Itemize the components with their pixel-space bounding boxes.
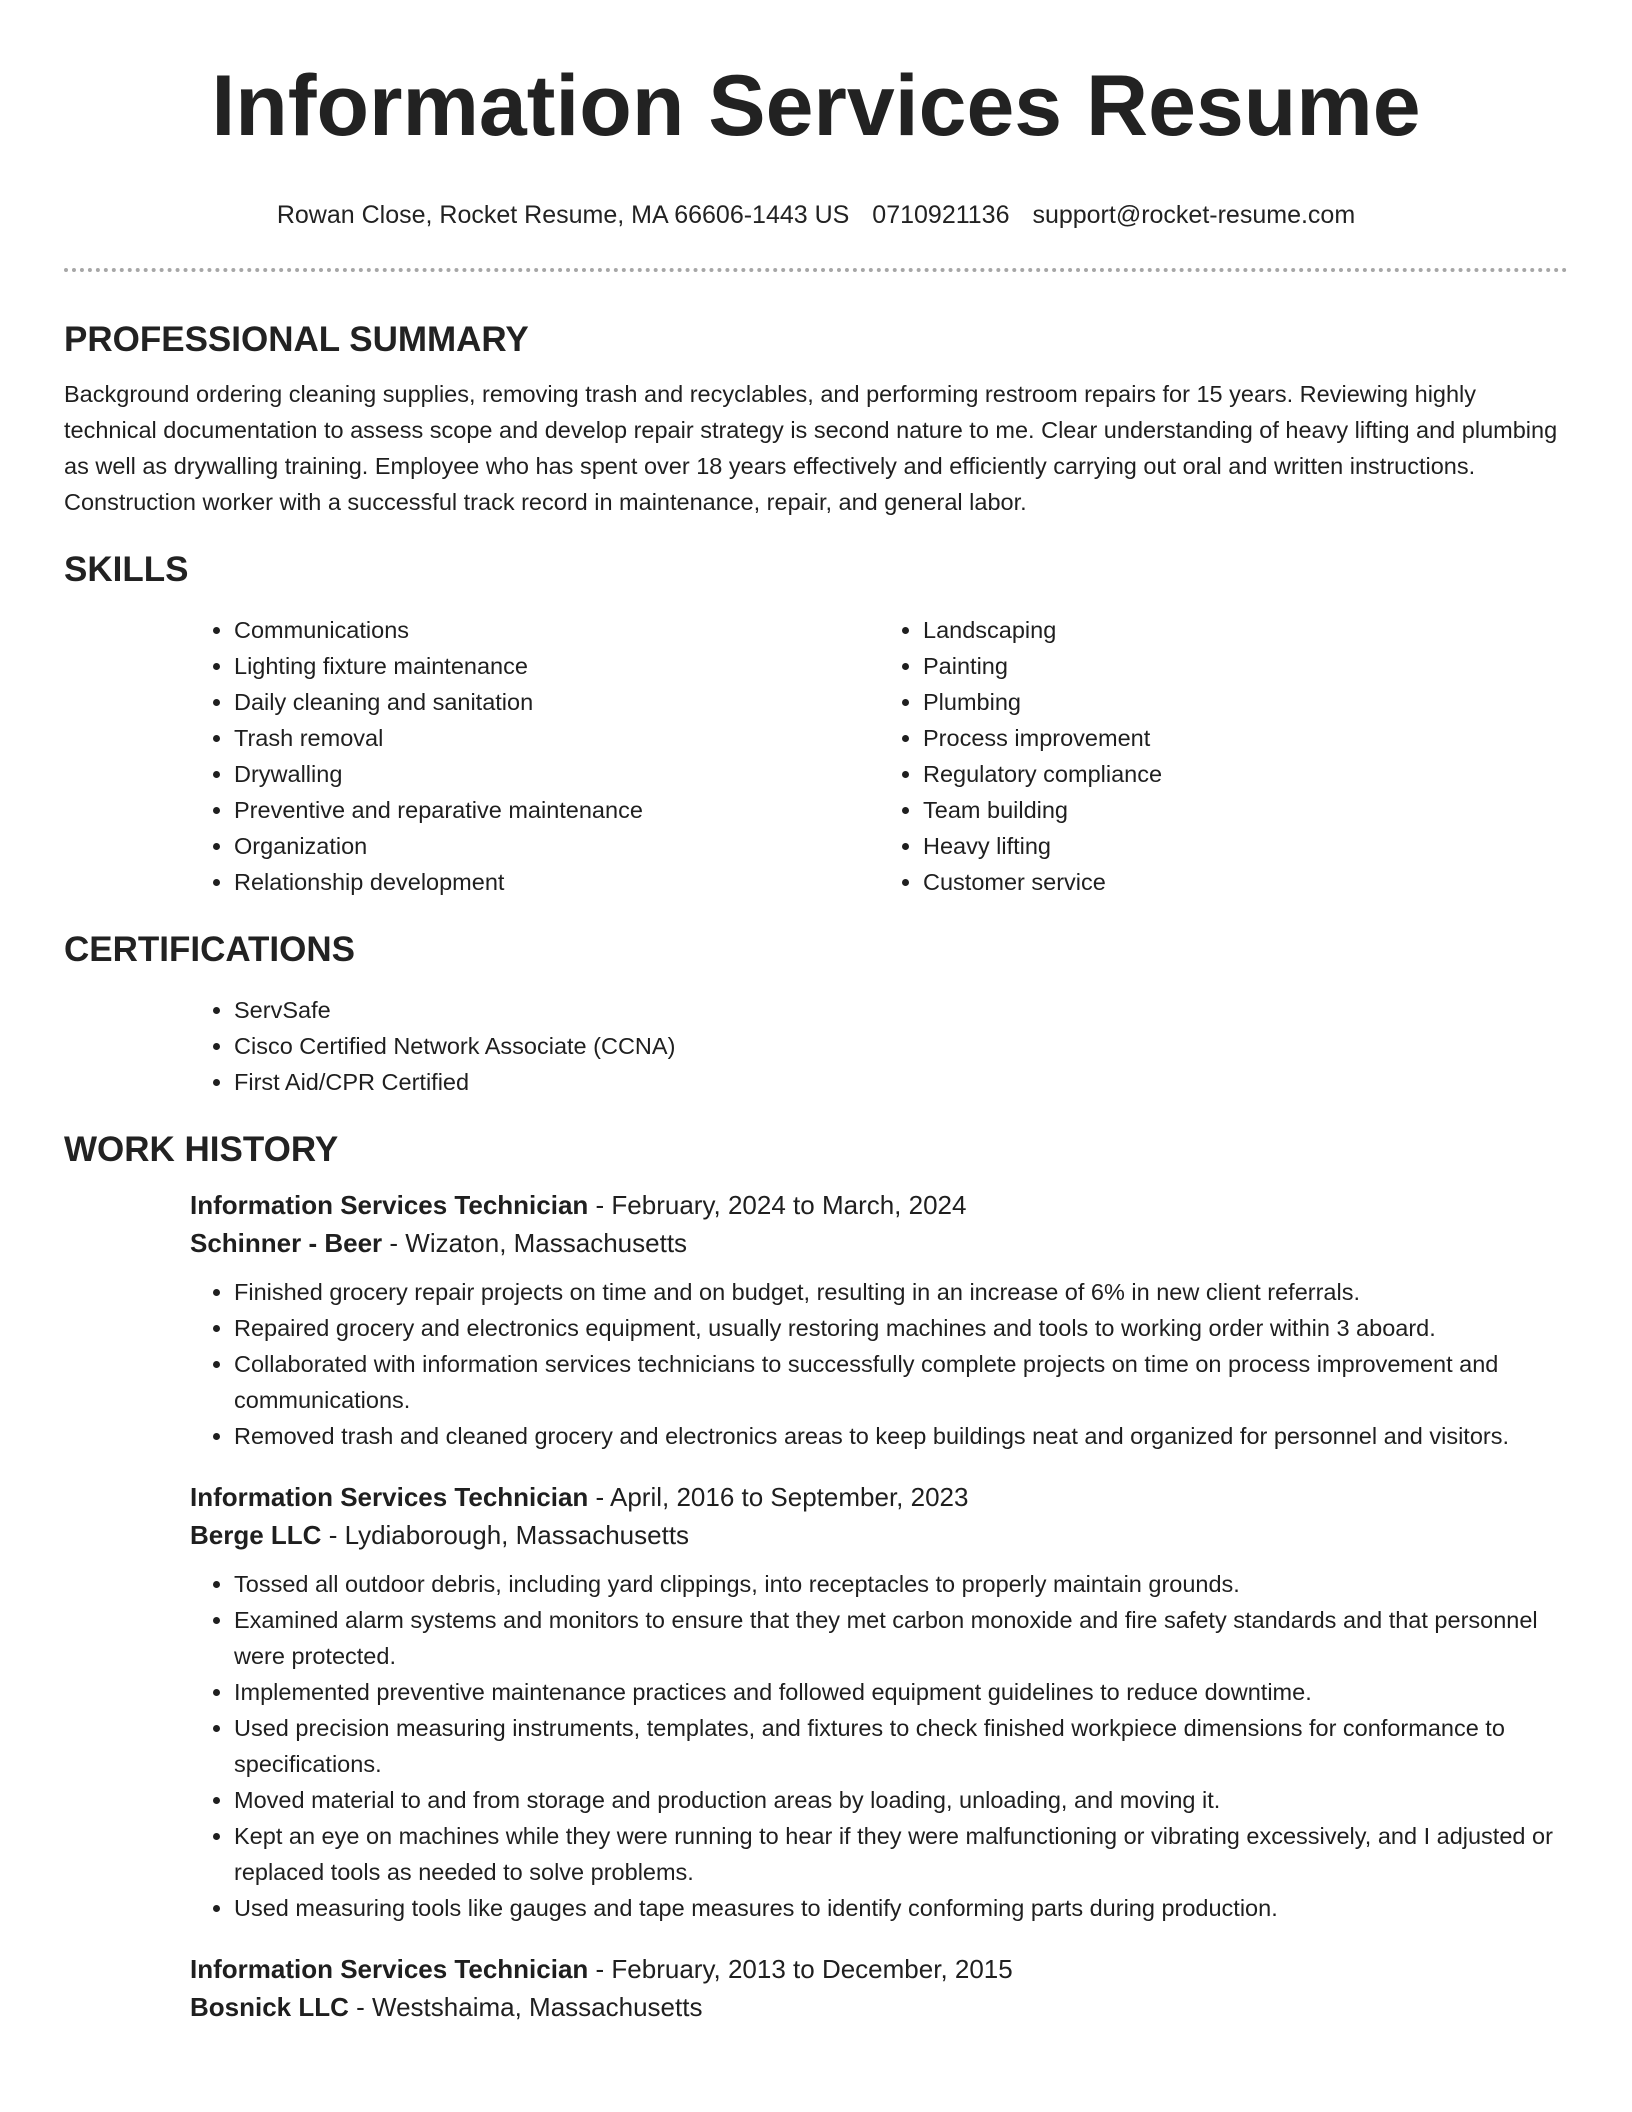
job-dates: - February, 2013 to December, 2015: [588, 1954, 1013, 1984]
job-location: - Westshaima, Massachusetts: [348, 1992, 703, 2022]
skill-item: • Lighting fixture maintenance: [234, 648, 879, 684]
job-bullet: • Examined alarm systems and monitors to ensure that they met carbon monoxide and fire safety standards and that personnel were protected.: [234, 1602, 1568, 1674]
job-title-line: [190, 1950, 1568, 1988]
skills-section: [64, 550, 1568, 900]
work-history-section: [64, 1130, 1568, 2026]
resume-header: [0, 0, 1632, 230]
header-divider: [64, 268, 1568, 272]
job-entry: [190, 1950, 1568, 2026]
job-bullet: • Kept an eye on machines while they were running to hear if they were malfunctioning or vibrating excessively, and I adjusted or replaced tools as needed to solve problems.: [234, 1818, 1568, 1890]
job-bullet: • Moved material to and from storage and production areas by loading, unloading, and moving it.: [234, 1782, 1568, 1818]
job-title: Information Services Technician: [190, 1482, 589, 1512]
skill-item: • Drywalling: [234, 756, 879, 792]
job-bullet: • Collaborated with information services technicians to successfully complete projects on time on process improvement and communications.: [234, 1346, 1568, 1418]
skill-item: • Painting: [923, 648, 1568, 684]
skill-item: • Organization: [234, 828, 879, 864]
skill-item: • Trash removal: [234, 720, 879, 756]
job-company: Berge LLC: [190, 1520, 322, 1550]
certification-item: • First Aid/CPR Certified: [234, 1064, 1568, 1100]
skill-item: • Communications: [234, 612, 879, 648]
job-bullet: • Used measuring tools like gauges and tape measures to identify conforming parts during production.: [234, 1890, 1568, 1926]
job-location: - Lydiaborough, Massachusetts: [321, 1520, 690, 1550]
skill-item: • Customer service: [923, 864, 1568, 900]
jobs-list: [190, 1186, 1568, 2026]
skill-item: • Process improvement: [923, 720, 1568, 756]
job-bullet: • Implemented preventive maintenance practices and followed equipment guidelines to reduce downtime.: [234, 1674, 1568, 1710]
job-bullet: • Removed trash and cleaned grocery and electronics areas to keep buildings neat and organized for personnel and visitors.: [234, 1418, 1568, 1454]
summary-text: Background ordering cleaning supplies, removing trash and recyclables, and performing restroom repairs for 15 years. Reviewing highly technical documentation to assess scope and develop repair strategy is second nature to me. Clear understanding of heavy lifting and plumbing as well as drywalling training. Employee who has spent over 18 years effectively and efficiently carrying out oral and written instructions. Construction worker with a successful track record in maintenance, repair, and general labor.: [64, 381, 1558, 515]
summary-heading: PROFESSIONAL SUMMARY: [64, 320, 529, 359]
work-history-heading: WORK HISTORY: [64, 1130, 339, 1169]
job-company: Schinner - Beer: [190, 1228, 383, 1258]
job-bullet: • Used precision measuring instruments, templates, and fixtures to check finished workpiece dimensions for conformance to specifications.: [234, 1710, 1568, 1782]
contact-email: support@rocket-resume.com: [1032, 201, 1356, 229]
certification-item: • ServSafe: [234, 992, 1568, 1028]
job-title: Information Services Technician: [190, 1190, 589, 1220]
job-location: - Wizaton, Massachusetts: [382, 1228, 688, 1258]
resume-title: Information Services Resume: [211, 58, 1421, 154]
job-bullet: • Tossed all outdoor debris, including yard clippings, into receptacles to properly maintain grounds.: [234, 1566, 1568, 1602]
skills-list-right: [879, 612, 1568, 900]
job-company-line: [190, 1516, 1568, 1554]
skills-heading: SKILLS: [64, 550, 189, 589]
contact-line: [0, 200, 1632, 230]
skill-item: • Regulatory compliance: [923, 756, 1568, 792]
contact-address: Rowan Close, Rocket Resume, MA 66606-1443 US: [276, 201, 850, 229]
skill-item: • Landscaping: [923, 612, 1568, 648]
job-bullet: • Repaired grocery and electronics equipment, usually restoring machines and tools to working order within 3 aboard.: [234, 1310, 1568, 1346]
certifications-section: [64, 930, 1568, 1100]
certifications-list: [190, 992, 1568, 1100]
job-bullets: [190, 1566, 1568, 1926]
job-bullets: [190, 1274, 1568, 1454]
skill-item: • Daily cleaning and sanitation: [234, 684, 879, 720]
skill-item: • Team building: [923, 792, 1568, 828]
skill-item: • Heavy lifting: [923, 828, 1568, 864]
job-entry: [190, 1186, 1568, 1454]
skills-columns: [190, 612, 1568, 900]
contact-phone: 0710921136: [872, 201, 1010, 229]
skill-item: • Relationship development: [234, 864, 879, 900]
job-company-line: [190, 1224, 1568, 1262]
skill-item: • Preventive and reparative maintenance: [234, 792, 879, 828]
job-company: Bosnick LLC: [190, 1992, 349, 2022]
job-dates: - April, 2016 to September, 2023: [588, 1482, 969, 1512]
job-title-line: [190, 1478, 1568, 1516]
job-title: Information Services Technician: [190, 1954, 589, 1984]
job-dates: - February, 2024 to March, 2024: [588, 1190, 967, 1220]
certifications-heading: CERTIFICATIONS: [64, 930, 356, 969]
job-bullet: • Finished grocery repair projects on time and on budget, resulting in an increase of 6% in new client referrals.: [234, 1274, 1568, 1310]
job-company-line: [190, 1988, 1568, 2026]
job-entry: [190, 1478, 1568, 1926]
certification-item: • Cisco Certified Network Associate (CCNA): [234, 1028, 1568, 1064]
summary-section: [64, 320, 1568, 520]
job-title-line: [190, 1186, 1568, 1224]
skill-item: • Plumbing: [923, 684, 1568, 720]
skills-list-left: [190, 612, 879, 900]
